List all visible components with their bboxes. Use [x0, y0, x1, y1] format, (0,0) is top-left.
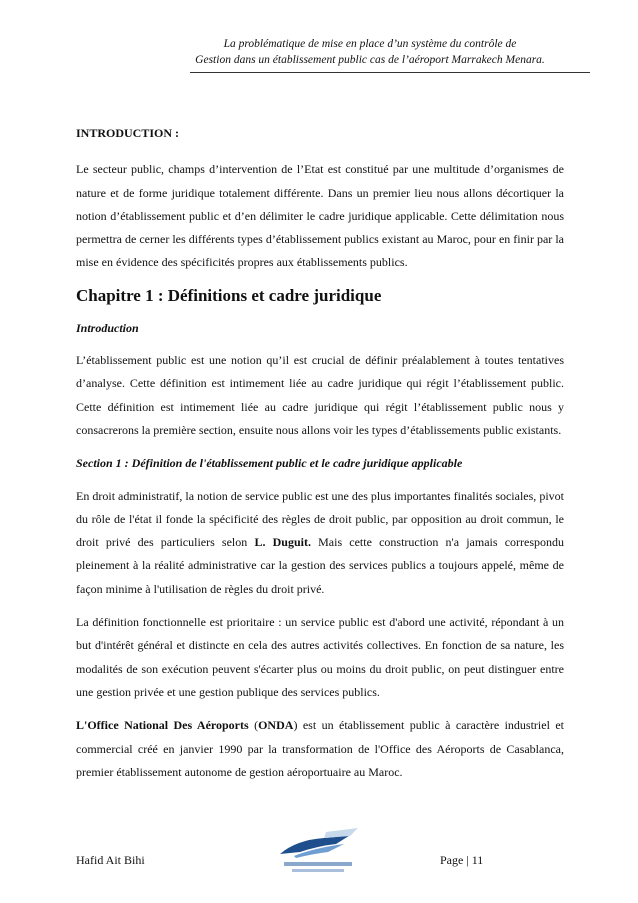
onda-logo	[266, 822, 370, 880]
p3-text-after: ) est un établissement public à caractère industriel et commercial créé en janvier 1990 par la transformation de l'Office des Aéroports de Casablanca, premier établissement autonome de gestion aéroportuaire au Maroc.	[76, 718, 565, 779]
onda-acronym: ONDA	[258, 718, 294, 733]
chapter-intro-paragraph: L’établissement public est une notion qu’il est crucial de définir préalablement à toutes tentatives d’analyse. Cette définition est intimement liée au cadre juridique qui régit l’établissement public. Cette définition est intimement liée au cadre juridique qui régit l’établissement public nous y consacrerons la première section, ensuite nous allons voir les types d’établissements public existants.	[76, 353, 564, 437]
section-1-paragraph-2: La définition fonctionnelle est prioritaire : un service public est d'abord une activité, répondant à un but d'intérêt général et distincte en cela des autres activités collectives. En fonction de sa nature, les modalités de son exécution peuvent s'écarter plus ou moins du droit public, on peut distinguer entre une gestion privée et une gestion publique des services publics.	[76, 615, 564, 699]
onda-full-name: L'Office National Des Aéroports	[76, 718, 249, 733]
section-1-paragraph-3	[76, 714, 564, 784]
running-header	[150, 36, 590, 68]
duguit-reference: L. Duguit.	[254, 535, 311, 550]
header-line-2: Gestion dans un établissement public cas de l’aéroport Marrakech Menara.	[195, 54, 545, 66]
p1-text-after: Mais cette construction n'a jamais correspondu pleinement à la réalité administrative car la gestion des services publics a toujours appelé, même de façon minime à l'utilisation de règles du droit privé.	[76, 535, 565, 596]
section-1-paragraph-1	[76, 485, 564, 601]
header-line-1: La problématique de mise en place d’un système du contrôle de	[223, 38, 517, 50]
p3-paren-open: (	[248, 718, 259, 733]
footer-author: Hafid Ait Bihi	[76, 853, 145, 867]
section-1-title: Section 1 : Définition de l'établissement public et le cadre juridique applicable	[76, 456, 463, 471]
introduction-paragraph: Le secteur public, champs d’intervention de l’Etat est constitué par une multitude d’organismes de nature et de forme juridique totalement différente. Dans un premier lieu nous allons décortiquer la notion d’établissement public et d’en délimiter le cadre juridique applicable. Cette délimitation nous permettra de cerner les différents types d’établissement publics existant au Maroc, pour en finir par la mise en évidence des spécificités propres aux établissements publics.	[76, 162, 564, 270]
introduction-heading: INTRODUCTION :	[76, 126, 180, 140]
document-body	[76, 122, 564, 794]
chapter-intro-label: Introduction	[76, 320, 139, 335]
header-rule	[190, 72, 590, 73]
page-number: Page | 11	[440, 853, 484, 867]
p1-text-before: En droit administratif, la notion de service public est une des plus importantes finalités sociales, pivot du rôle de l'état il fonde la spécificité des règles de droit public, par opposition au droit commun, le droit privé des particuliers selon	[76, 488, 564, 550]
chapter-title: Chapitre 1 : Définitions et cadre juridique	[76, 285, 382, 305]
